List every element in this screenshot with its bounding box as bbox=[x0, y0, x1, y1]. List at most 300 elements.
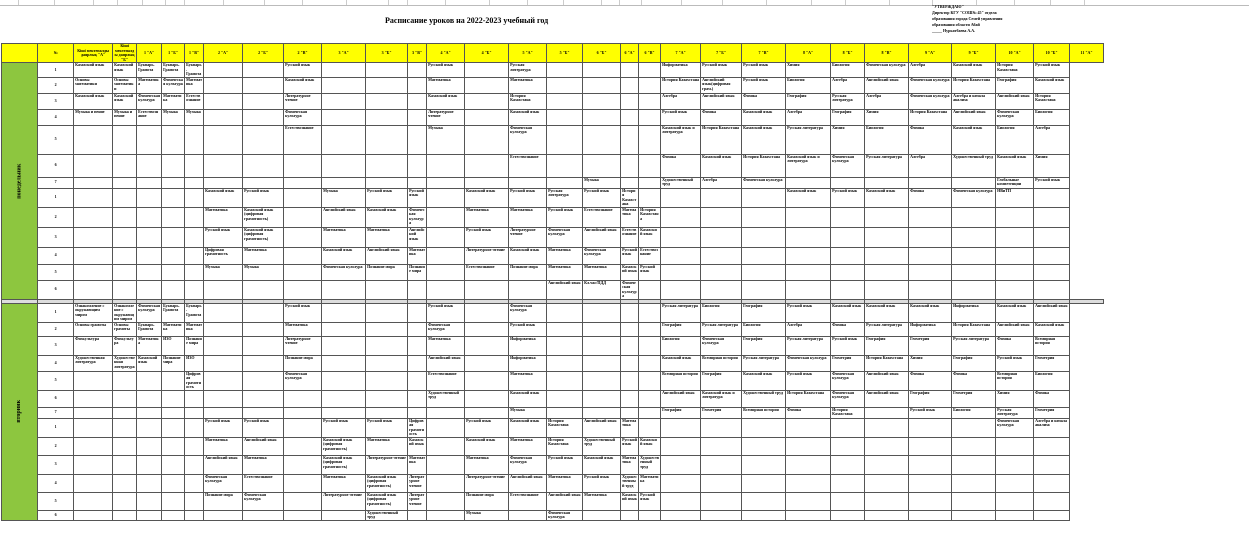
lesson-cell bbox=[243, 125, 284, 154]
lesson-cell: Литературное чтение bbox=[465, 474, 509, 492]
lesson-cell bbox=[639, 390, 661, 407]
lesson-cell bbox=[427, 264, 465, 280]
lesson-cell bbox=[162, 492, 185, 510]
lesson-cell: Казахский язык bbox=[408, 437, 427, 455]
lesson-cell: Познание мира bbox=[366, 264, 408, 280]
lesson-cell: Биология bbox=[865, 125, 909, 154]
lesson-cell: Познание мира bbox=[284, 355, 322, 371]
lesson-cell: Алгебра bbox=[786, 109, 831, 125]
lesson-cell bbox=[742, 510, 786, 520]
lesson-cell: Всемирная история bbox=[661, 371, 701, 390]
lesson-cell: Биология bbox=[786, 77, 831, 93]
lesson-cell bbox=[322, 322, 366, 336]
lesson-cell bbox=[865, 280, 909, 299]
day-header-cell bbox=[2, 44, 38, 63]
lesson-cell: Естествознание bbox=[509, 492, 547, 510]
lesson-cell bbox=[137, 125, 162, 154]
lesson-cell bbox=[831, 264, 865, 280]
lesson-cell: Физика bbox=[661, 154, 701, 177]
lesson-cell bbox=[701, 264, 742, 280]
lesson-cell: Английский язык bbox=[865, 77, 909, 93]
lesson-cell: Русский язык bbox=[465, 418, 509, 437]
lesson-cell bbox=[113, 154, 137, 177]
lesson-cell bbox=[427, 407, 465, 418]
lesson-cell: Физическая культура bbox=[427, 322, 465, 336]
lesson-cell bbox=[909, 264, 952, 280]
lesson-cell bbox=[996, 474, 1034, 492]
lesson-cell bbox=[621, 355, 639, 371]
table-row bbox=[2, 510, 1104, 520]
lesson-cell bbox=[284, 177, 322, 188]
lesson-cell: Казахский язык bbox=[742, 109, 786, 125]
lesson-cell: Физическая культура bbox=[322, 264, 366, 280]
lesson-cell: Художественный труд bbox=[621, 474, 639, 492]
lesson-cell: Физическая культура bbox=[137, 303, 162, 322]
lesson-cell: Кл.час/ПДД bbox=[583, 280, 621, 299]
lesson-cell bbox=[284, 280, 322, 299]
lesson-cell: География bbox=[909, 390, 952, 407]
lesson-cell: Русский язык bbox=[366, 418, 408, 437]
page-title: Расписание уроков на 2022-2023 учебный год bbox=[385, 16, 549, 25]
lesson-cell bbox=[185, 492, 204, 510]
lesson-cell bbox=[952, 280, 996, 299]
lesson-cell bbox=[621, 371, 639, 390]
lesson-cell bbox=[1034, 264, 1070, 280]
lesson-cell: Русский язык bbox=[701, 63, 742, 78]
lesson-cell bbox=[865, 418, 909, 437]
lesson-cell: Информатика bbox=[509, 355, 547, 371]
lesson-cell: Всемирная история bbox=[701, 355, 742, 371]
lesson-cell bbox=[366, 336, 408, 355]
lesson-cell bbox=[786, 227, 831, 247]
lesson-cell: Казахский язык bbox=[742, 125, 786, 154]
lesson-cell bbox=[74, 437, 113, 455]
lesson-cell bbox=[547, 390, 583, 407]
lesson-cell: География bbox=[952, 355, 996, 371]
lesson-cell bbox=[74, 371, 113, 390]
lesson-cell: Математика bbox=[465, 455, 509, 474]
lesson-cell: Казахский язык bbox=[137, 355, 162, 371]
lesson-cell bbox=[831, 492, 865, 510]
lesson-cell: Русский язык bbox=[547, 455, 583, 474]
lesson-cell bbox=[185, 188, 204, 207]
table-row bbox=[2, 125, 1104, 154]
lesson-cell: Математика bbox=[366, 437, 408, 455]
lesson-number: 3 bbox=[38, 93, 74, 109]
lesson-cell: Казахский язык bbox=[831, 303, 865, 322]
lesson-cell bbox=[74, 207, 113, 227]
column-header: 1 "Б" bbox=[162, 44, 185, 63]
lesson-cell: Литературное чтение bbox=[427, 109, 465, 125]
lesson-cell bbox=[284, 390, 322, 407]
lesson-cell bbox=[639, 77, 661, 93]
lesson-cell bbox=[1034, 492, 1070, 510]
lesson-cell bbox=[204, 109, 243, 125]
lesson-cell bbox=[661, 264, 701, 280]
lesson-cell bbox=[137, 492, 162, 510]
lesson-cell: Физика bbox=[909, 188, 952, 207]
lesson-cell bbox=[204, 390, 243, 407]
lesson-cell: Математика bbox=[185, 77, 204, 93]
strip-divider bbox=[722, 0, 723, 5]
lesson-cell bbox=[639, 322, 661, 336]
lesson-cell bbox=[701, 227, 742, 247]
lesson-cell bbox=[284, 474, 322, 492]
lesson-cell: Глобальные компетенции bbox=[996, 177, 1034, 188]
lesson-cell bbox=[547, 303, 583, 322]
lesson-cell: Русский язык bbox=[661, 109, 701, 125]
lesson-cell bbox=[952, 264, 996, 280]
lesson-cell: Русский язык bbox=[583, 188, 621, 207]
lesson-cell bbox=[366, 322, 408, 336]
lesson-cell bbox=[786, 177, 831, 188]
lesson-cell: Казахский язык bbox=[509, 418, 547, 437]
lesson-cell bbox=[661, 437, 701, 455]
lesson-cell bbox=[408, 390, 427, 407]
lesson-cell bbox=[865, 177, 909, 188]
lesson-cell: Букварь. Грамота bbox=[137, 63, 162, 78]
lesson-cell bbox=[661, 280, 701, 299]
lesson-cell bbox=[742, 492, 786, 510]
strip-divider bbox=[641, 0, 642, 5]
lesson-cell: Казахский язык (цифровая грамотность) bbox=[366, 492, 408, 510]
lesson-cell: Физическая культура bbox=[547, 227, 583, 247]
lesson-cell bbox=[322, 390, 366, 407]
strip-divider bbox=[445, 0, 446, 5]
lesson-cell: Казахский язык bbox=[113, 93, 137, 109]
strip-divider bbox=[165, 0, 166, 5]
lesson-cell bbox=[701, 474, 742, 492]
lesson-cell: Русская литература bbox=[547, 188, 583, 207]
column-header: 6 "В" bbox=[639, 44, 661, 63]
lesson-cell bbox=[865, 510, 909, 520]
lesson-cell: Информатика bbox=[952, 303, 996, 322]
lesson-cell: Художественный труд bbox=[639, 455, 661, 474]
lesson-cell bbox=[113, 207, 137, 227]
lesson-cell bbox=[547, 125, 583, 154]
lesson-cell bbox=[162, 188, 185, 207]
lesson-cell: Физика bbox=[996, 336, 1034, 355]
lesson-number: 2 bbox=[38, 77, 74, 93]
lesson-cell bbox=[742, 455, 786, 474]
column-header: 3 "В" bbox=[408, 44, 427, 63]
lesson-cell bbox=[243, 322, 284, 336]
lesson-cell: Физика bbox=[786, 407, 831, 418]
lesson-cell: Физическая культура bbox=[547, 510, 583, 520]
lesson-number: 6 bbox=[38, 280, 74, 299]
lesson-cell bbox=[366, 109, 408, 125]
lesson-cell bbox=[831, 177, 865, 188]
lesson-cell: Познание мира bbox=[465, 492, 509, 510]
lesson-cell: Музыка bbox=[243, 264, 284, 280]
lesson-cell: Художественный труд bbox=[366, 510, 408, 520]
lesson-cell bbox=[547, 93, 583, 109]
lesson-cell bbox=[185, 474, 204, 492]
lesson-cell: Биология bbox=[952, 407, 996, 418]
approval-line: "УТВЕРЖДАЮ" bbox=[932, 4, 964, 9]
lesson-cell bbox=[162, 154, 185, 177]
lesson-cell: Биология bbox=[831, 63, 865, 78]
lesson-cell bbox=[621, 77, 639, 93]
lesson-cell bbox=[865, 264, 909, 280]
lesson-cell: Литературное чтение bbox=[284, 336, 322, 355]
lesson-cell: Казахский язык bbox=[509, 247, 547, 264]
lesson-cell bbox=[284, 247, 322, 264]
lesson-cell: Казахский язык bbox=[865, 303, 909, 322]
table-row bbox=[2, 455, 1104, 474]
lesson-cell: Английский язык bbox=[996, 93, 1034, 109]
lesson-cell bbox=[701, 510, 742, 520]
lesson-cell: Казахский язык bbox=[509, 109, 547, 125]
column-header: 1 "А" bbox=[137, 44, 162, 63]
lesson-cell bbox=[621, 154, 639, 177]
lesson-cell bbox=[661, 474, 701, 492]
lesson-cell: Английский язык bbox=[996, 322, 1034, 336]
strip-divider bbox=[1084, 0, 1085, 5]
lesson-cell bbox=[74, 510, 113, 520]
strip-divider bbox=[889, 0, 890, 5]
lesson-cell: Математика bbox=[162, 322, 185, 336]
lesson-cell: Ознакомление с окружающим миром bbox=[113, 303, 137, 322]
lesson-cell bbox=[701, 247, 742, 264]
lesson-cell bbox=[113, 125, 137, 154]
lesson-cell bbox=[204, 125, 243, 154]
lesson-cell: Математика bbox=[621, 455, 639, 474]
lesson-cell bbox=[639, 355, 661, 371]
lesson-cell: Английский язык(цифровая грам.) bbox=[701, 77, 742, 93]
strip-divider bbox=[1014, 0, 1015, 5]
lesson-cell bbox=[909, 474, 952, 492]
lesson-cell bbox=[113, 418, 137, 437]
lesson-cell: Естествознание bbox=[284, 125, 322, 154]
lesson-cell bbox=[583, 125, 621, 154]
lesson-cell bbox=[583, 355, 621, 371]
lesson-cell: Математика bbox=[509, 371, 547, 390]
lesson-cell: Литературное чтение bbox=[408, 474, 427, 492]
lesson-cell: Математика bbox=[583, 264, 621, 280]
table-row bbox=[2, 355, 1104, 371]
lesson-cell bbox=[547, 63, 583, 78]
lesson-cell: Букварь. Грамота bbox=[162, 63, 185, 78]
lesson-cell bbox=[742, 264, 786, 280]
lesson-cell: Основы математики bbox=[74, 77, 113, 93]
lesson-cell: Казахский язык bbox=[952, 63, 996, 78]
lesson-cell: Английский язык bbox=[583, 227, 621, 247]
lesson-cell: Алгебра bbox=[1034, 125, 1070, 154]
lesson-cell: Физическая культура bbox=[996, 418, 1034, 437]
lesson-cell bbox=[243, 355, 284, 371]
column-header: 3 "А" bbox=[322, 44, 366, 63]
lesson-cell bbox=[465, 177, 509, 188]
lesson-cell bbox=[701, 455, 742, 474]
lesson-cell bbox=[621, 125, 639, 154]
separator-cell bbox=[1070, 299, 1104, 303]
lesson-cell bbox=[74, 390, 113, 407]
table-row bbox=[2, 227, 1104, 247]
approval-line: Директор КГУ "СОШ№ 45" отдела bbox=[932, 10, 997, 15]
lesson-cell bbox=[547, 355, 583, 371]
lesson-cell: Алгебра bbox=[831, 77, 865, 93]
approval-line: образования города Семей управления bbox=[932, 16, 1003, 21]
lesson-cell bbox=[465, 407, 509, 418]
lesson-cell: География bbox=[742, 336, 786, 355]
lesson-cell bbox=[185, 247, 204, 264]
column-header: 8 "В" bbox=[865, 44, 909, 63]
approval-line: образования области Абай bbox=[932, 22, 980, 27]
lesson-cell bbox=[742, 207, 786, 227]
lesson-cell: Казахский язык bbox=[786, 188, 831, 207]
lesson-cell bbox=[366, 154, 408, 177]
lesson-cell bbox=[952, 492, 996, 510]
lesson-cell: Геометрия bbox=[1034, 407, 1070, 418]
strip-divider bbox=[54, 0, 55, 5]
lesson-cell: Цифровая грамотность bbox=[408, 418, 427, 437]
lesson-cell bbox=[322, 407, 366, 418]
lesson-cell: Математика bbox=[427, 336, 465, 355]
lesson-cell: Математика bbox=[137, 77, 162, 93]
lesson-cell: Русский язык bbox=[427, 303, 465, 322]
lesson-cell bbox=[661, 247, 701, 264]
lesson-cell: Познание мира bbox=[185, 336, 204, 355]
lesson-cell bbox=[865, 207, 909, 227]
lesson-cell bbox=[996, 437, 1034, 455]
lesson-cell bbox=[427, 437, 465, 455]
lesson-cell bbox=[996, 247, 1034, 264]
lesson-cell bbox=[408, 280, 427, 299]
lesson-cell: Физическая культура bbox=[509, 125, 547, 154]
lesson-cell bbox=[1034, 510, 1070, 520]
lesson-cell bbox=[284, 407, 322, 418]
lesson-cell: Физическая культура bbox=[701, 336, 742, 355]
table-row bbox=[2, 280, 1104, 299]
lesson-cell: Музыка и пение bbox=[74, 109, 113, 125]
lesson-cell: Английский язык bbox=[509, 474, 547, 492]
lesson-cell bbox=[185, 177, 204, 188]
lesson-cell bbox=[701, 418, 742, 437]
lesson-cell: Физическая культура bbox=[831, 371, 865, 390]
lesson-cell: Естествознание bbox=[465, 264, 509, 280]
lesson-cell: Музыка bbox=[204, 264, 243, 280]
lesson-cell: Информатика bbox=[909, 322, 952, 336]
lesson-cell bbox=[831, 437, 865, 455]
lesson-cell: Литературное чтение bbox=[322, 492, 366, 510]
column-header: 2 "А" bbox=[204, 44, 243, 63]
lesson-cell: География bbox=[865, 336, 909, 355]
lesson-cell bbox=[465, 336, 509, 355]
lesson-cell: Физическая культура bbox=[831, 390, 865, 407]
lesson-number: 2 bbox=[38, 437, 74, 455]
strip-divider bbox=[302, 0, 303, 5]
lesson-cell bbox=[204, 280, 243, 299]
lesson-cell: Художественный труд bbox=[742, 390, 786, 407]
lesson-cell: Математика bbox=[322, 227, 366, 247]
lesson-cell bbox=[185, 418, 204, 437]
lesson-cell: ИЗО bbox=[162, 336, 185, 355]
lesson-cell: Казахский язык bbox=[284, 77, 322, 93]
lesson-cell bbox=[243, 336, 284, 355]
lesson-cell bbox=[639, 280, 661, 299]
lesson-cell bbox=[786, 247, 831, 264]
lesson-cell bbox=[1034, 247, 1070, 264]
lesson-cell: Физическая культура bbox=[909, 93, 952, 109]
lesson-number: 3 bbox=[38, 455, 74, 474]
lesson-cell bbox=[113, 390, 137, 407]
lesson-number: 1 bbox=[38, 418, 74, 437]
lesson-cell: Русская литература bbox=[865, 322, 909, 336]
lesson-cell: Букварь. Грамота bbox=[137, 322, 162, 336]
column-header: 2 "В" bbox=[284, 44, 322, 63]
lesson-cell bbox=[113, 510, 137, 520]
lesson-cell bbox=[366, 93, 408, 109]
lesson-cell: Русский язык bbox=[786, 303, 831, 322]
lesson-cell bbox=[621, 336, 639, 355]
lesson-cell: Казахский язык (цифровая грамотность) bbox=[243, 227, 284, 247]
lesson-cell bbox=[137, 474, 162, 492]
lesson-cell bbox=[865, 474, 909, 492]
column-header: 9 "Б" bbox=[952, 44, 996, 63]
lesson-cell bbox=[284, 437, 322, 455]
lesson-cell bbox=[996, 455, 1034, 474]
lesson-cell bbox=[465, 303, 509, 322]
lesson-cell bbox=[113, 247, 137, 264]
lesson-cell bbox=[162, 264, 185, 280]
lesson-cell bbox=[408, 371, 427, 390]
lesson-cell bbox=[465, 390, 509, 407]
table-row bbox=[2, 407, 1104, 418]
lesson-cell: Музыка bbox=[322, 188, 366, 207]
lesson-cell: Химия bbox=[865, 109, 909, 125]
lesson-cell: Казахский язык (цифровая грамотность) bbox=[322, 455, 366, 474]
lesson-cell bbox=[742, 227, 786, 247]
lesson-cell: География bbox=[661, 322, 701, 336]
lesson-cell: Русский язык bbox=[909, 407, 952, 418]
lesson-number: 2 bbox=[38, 322, 74, 336]
lesson-cell: Русский язык bbox=[509, 188, 547, 207]
lesson-cell bbox=[639, 407, 661, 418]
lesson-cell: История Казахстана bbox=[547, 418, 583, 437]
lesson-cell: Физкультура bbox=[74, 336, 113, 355]
lesson-cell bbox=[284, 455, 322, 474]
column-header: Кіші мектепалды даярлық "Б" bbox=[114, 43, 135, 62]
lesson-cell bbox=[639, 418, 661, 437]
lesson-cell: Физическая культура bbox=[509, 303, 547, 322]
lesson-cell: Русская литература bbox=[786, 336, 831, 355]
lesson-cell: История Казахстана bbox=[952, 322, 996, 336]
lesson-cell: Естествознание bbox=[583, 207, 621, 227]
lesson-cell bbox=[366, 371, 408, 390]
lesson-cell bbox=[786, 510, 831, 520]
lesson-cell bbox=[204, 303, 243, 322]
lesson-cell: История Казахстана bbox=[831, 407, 865, 418]
column-header: № bbox=[38, 44, 74, 63]
lesson-cell bbox=[113, 177, 137, 188]
lesson-cell: Физика bbox=[909, 371, 952, 390]
lesson-cell bbox=[185, 125, 204, 154]
lesson-cell: Казахский язык bbox=[909, 303, 952, 322]
lesson-cell: Основы грамоты bbox=[74, 322, 113, 336]
lesson-cell bbox=[243, 109, 284, 125]
table-row bbox=[2, 437, 1104, 455]
lesson-cell: Информатика bbox=[509, 336, 547, 355]
lesson-cell: Английский язык bbox=[547, 492, 583, 510]
lesson-cell bbox=[243, 93, 284, 109]
column-header: 4 "А" bbox=[427, 44, 465, 63]
lesson-cell: Казахский язык bbox=[661, 355, 701, 371]
lesson-cell: Казахский язык bbox=[509, 390, 547, 407]
lesson-cell bbox=[284, 227, 322, 247]
lesson-cell bbox=[185, 154, 204, 177]
lesson-cell bbox=[547, 407, 583, 418]
